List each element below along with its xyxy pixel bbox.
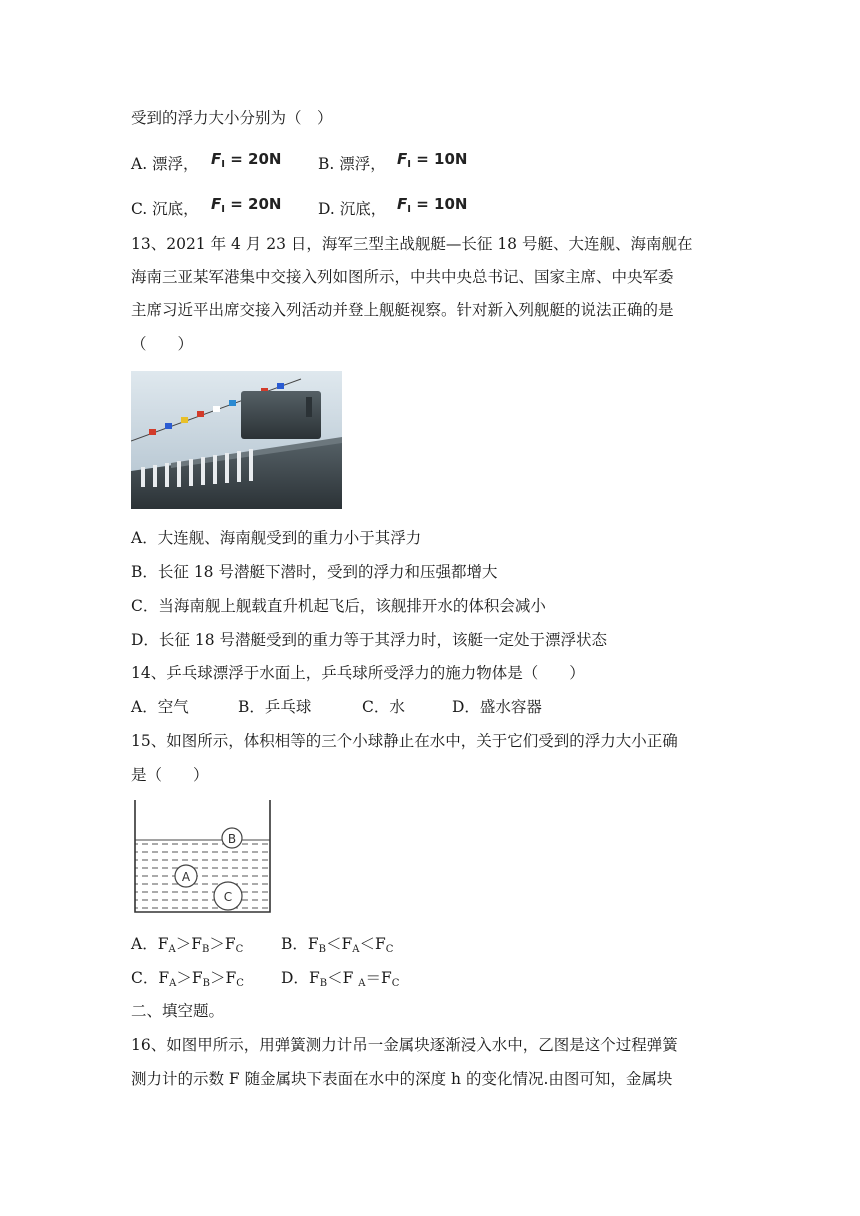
q15-stem-line-2: 是（ ） xyxy=(131,766,209,784)
q16-stem-line-2: 测力计的示数 F 随金属块下表面在水中的深度 h 的变化情况.由图可知，金属块 xyxy=(131,1070,673,1088)
q12-option-c[interactable] xyxy=(131,198,199,220)
q12-option-d[interactable] xyxy=(318,198,386,220)
section-heading: 二、填空题。 xyxy=(131,1002,225,1020)
q15-option-b[interactable]: B．$F_B<F_A<F_C$ xyxy=(281,935,394,955)
q12-option-d-label: D. 沉底， xyxy=(318,200,387,218)
q12-option-c-label: C. 沉底， xyxy=(131,200,199,218)
q12-option-b[interactable] xyxy=(318,153,386,175)
q13-option-c[interactable]: C．当海南舰上舰载直升机起飞后，该舰排开水的体积会减小 xyxy=(131,597,546,615)
q14-stem: 14、乒乓球漂浮于水面上，乒乓球所受浮力的施力物体是（ ） xyxy=(131,664,585,682)
q12-stem-tail: 受到的浮力大小分别为（ ） xyxy=(131,109,333,127)
q13-option-b[interactable]: B．长征 18 号潜艇下潜时，受到的浮力和压强都增大 xyxy=(131,563,498,581)
q15-option-d[interactable]: D．$F_B<F$ $_A=F_C$ xyxy=(281,969,400,989)
q12-option-a-formula: $F_I = 20N$ xyxy=(211,150,282,170)
ball-c-label: C xyxy=(223,890,233,904)
q15-option-a[interactable]: A．$F_A>F_B>F_C$ xyxy=(131,935,244,955)
q12-option-a[interactable] xyxy=(131,153,199,175)
warship-photo xyxy=(131,371,342,509)
q12-option-b-formula: $F_I = 10N$ xyxy=(397,150,468,170)
q13-option-a[interactable]: A．大连舰、海南舰受到的重力小于其浮力 xyxy=(131,529,422,547)
q16-stem-line-1: 16、如图甲所示，用弹簧测力计吊一金属块逐渐浸入水中，乙图是这个过程弹簧 xyxy=(131,1036,678,1054)
q13-stem-line-3: 主席习近平出席交接入列活动并登上舰艇视察。针对新入列舰艇的说法正确的是 xyxy=(131,301,674,319)
q12-option-d-formula: $F_I = 10N$ xyxy=(397,195,468,215)
q13-stem-line-2: 海南三亚某军港集中交接入列如图所示，中共中央总书记、国家主席、中央军委 xyxy=(131,268,674,286)
ball-b-label: B xyxy=(227,832,237,846)
q14-option-b[interactable]: B．乒乓球 xyxy=(238,698,312,716)
q15-stem-line-1: 15、如图所示，体积相等的三个小球静止在水中，关于它们受到的浮力大小正确 xyxy=(131,732,678,750)
q13-stem-line-4: （ ） xyxy=(131,335,194,353)
q13-stem-line-1: 13、2021 年 4 月 23 日，海军三型主战舰艇—长征 18 号艇、大连舰、海南舰在 xyxy=(131,235,693,253)
q12-option-c-formula: $F_I = 20N$ xyxy=(211,195,282,215)
q12-option-a-label: A. 漂浮， xyxy=(131,155,199,173)
q15-option-c[interactable]: C．$F_A>F_B>F_C$ xyxy=(131,969,244,989)
ball-a-label: A xyxy=(181,870,191,884)
q14-option-a[interactable]: A．空气 xyxy=(131,698,189,716)
three-balls-diagram xyxy=(131,800,276,917)
q13-option-d[interactable]: D．长征 18 号潜艇受到的重力等于其浮力时，该艇一定处于漂浮状态 xyxy=(131,631,608,649)
q14-option-c[interactable]: C．水 xyxy=(362,698,405,716)
q12-option-b-label: B. 漂浮， xyxy=(318,155,386,173)
q14-option-d[interactable]: D．盛水容器 xyxy=(452,698,542,716)
